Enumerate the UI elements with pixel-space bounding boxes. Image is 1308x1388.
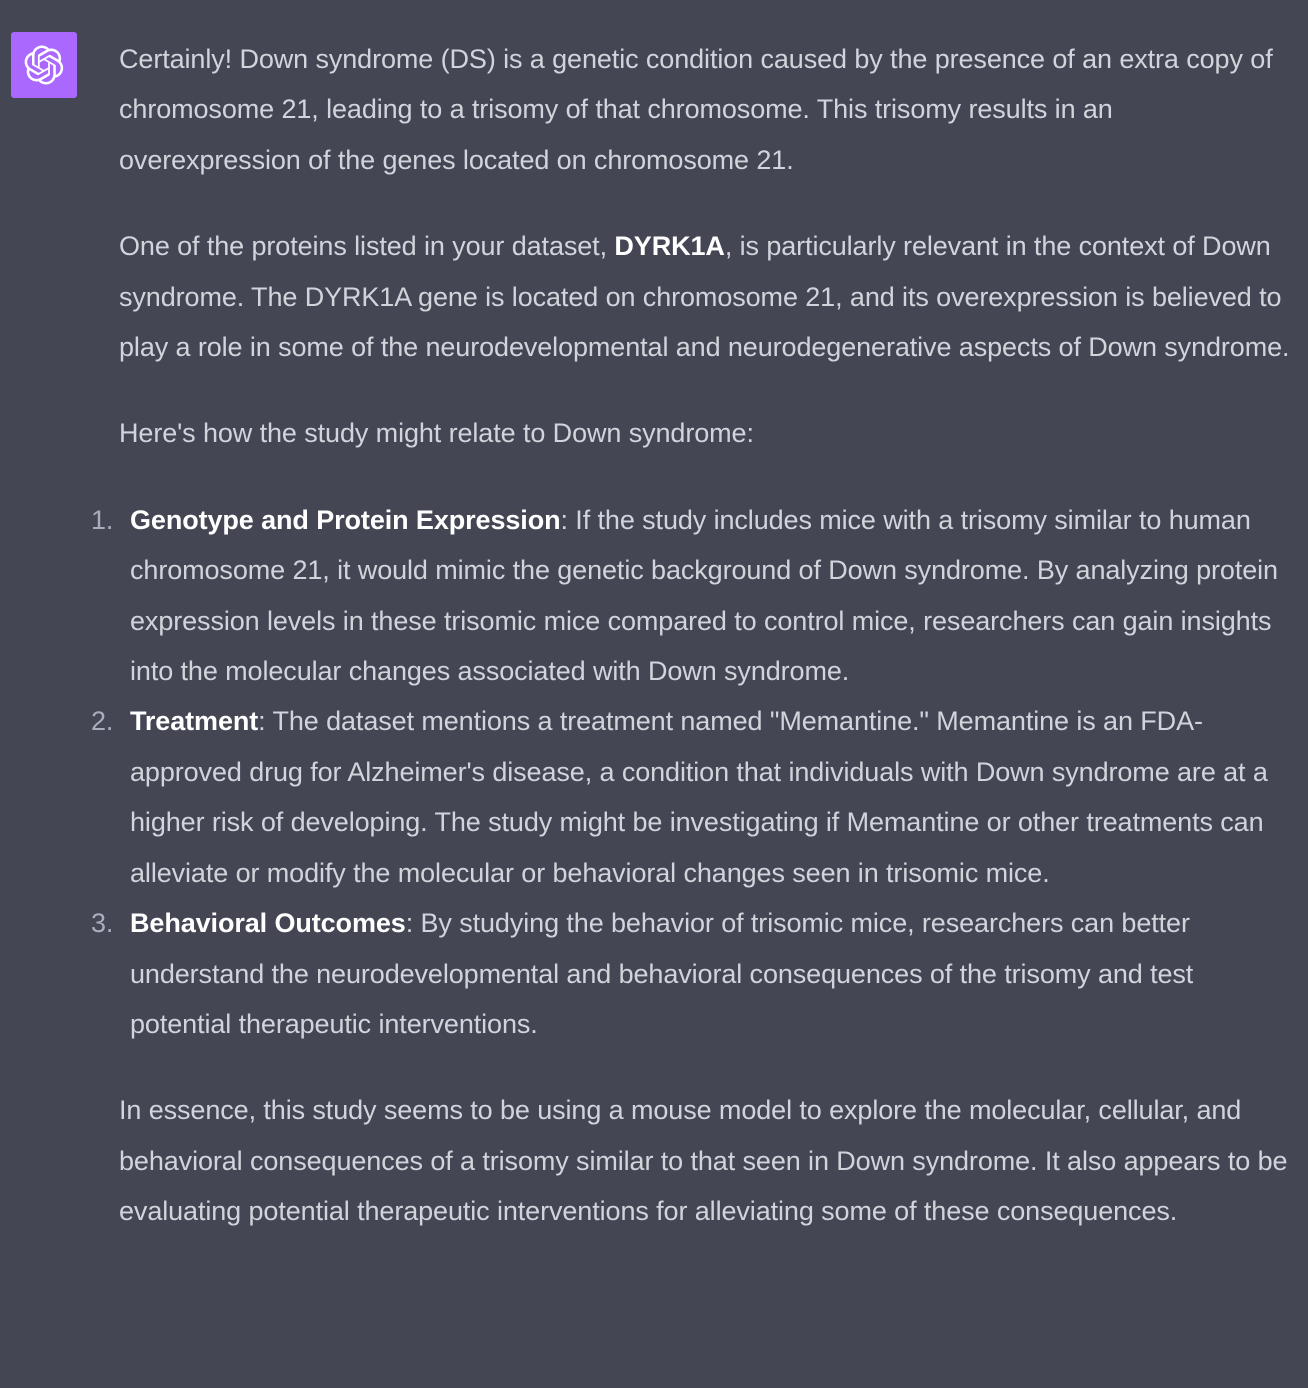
assistant-message: [91, 34, 1299, 1273]
numbered-list: [91, 495, 1299, 1049]
list-item: [91, 898, 1299, 1049]
openai-logo-icon: [24, 45, 64, 85]
message-paragraph-2: [119, 221, 1299, 372]
paragraph-2-text-before: One of the proteins listed in your dataset,: [119, 231, 615, 262]
list-item-number: 2.: [91, 706, 114, 737]
assistant-avatar: [11, 32, 77, 98]
message-paragraph-3: Here's how the study might relate to Down syndrome:: [119, 418, 754, 449]
list-item-text: : The dataset mentions a treatment named "Memantine." Memantine is an FDA-approved drug for Alzheimer's disease, a condition that individuals with Down syndrome are at a higher risk of developing. The study might be investigating if Memantine or other treatments can alleviate or modify the molecular or behavioral changes seen in trisomic mice.: [130, 706, 1268, 888]
list-item-title: Treatment: [130, 706, 259, 737]
list-item-title: Genotype and Protein Expression: [130, 504, 561, 535]
message-paragraph-1: Certainly! Down syndrome (DS) is a genetic condition caused by the presence of an extra copy of chromosome 21, leading to a trisomy of that chromosome. This trisomy results in an overexpression of the genes located on chromosome 21.: [119, 44, 1273, 175]
list-item-number: 3.: [91, 908, 114, 939]
list-item-title: Behavioral Outcomes: [130, 908, 406, 939]
dyrk1a-bold: DYRK1A: [614, 231, 725, 262]
list-item-number: 1.: [91, 504, 114, 535]
list-item: [91, 495, 1299, 697]
list-item-text: : By studying the behavior of trisomic mice, researchers can better understand the neurodevelopmental and behavioral consequences of the trisomy and test potential therapeutic interventions.: [130, 908, 1194, 1039]
paragraph-2-text-after: , is particularly relevant in the context of Down syndrome. The DYRK1A gene is located on chromosome 21, and its overexpression is believed to play a role in some of the neurodevelopmental and neurodegenerative aspects of Down syndrome.: [119, 231, 1290, 363]
message-paragraph-4: In essence, this study seems to be using a mouse model to explore the molecular, cellular, and behavioral consequences of a trisomy similar to that seen in Down syndrome. It also appears to be evaluating potential therapeutic interventions for alleviating some of these consequences.: [119, 1095, 1288, 1227]
list-item: [91, 696, 1299, 898]
list-item-text: : If the study includes mice with a trisomy similar to human chromosome 21, it would mimic the genetic background of Down syndrome. By analyzing protein expression levels in these trisomic mice compared to control mice, researchers can gain insights into the molecular changes associated with Down syndrome.: [130, 504, 1278, 687]
